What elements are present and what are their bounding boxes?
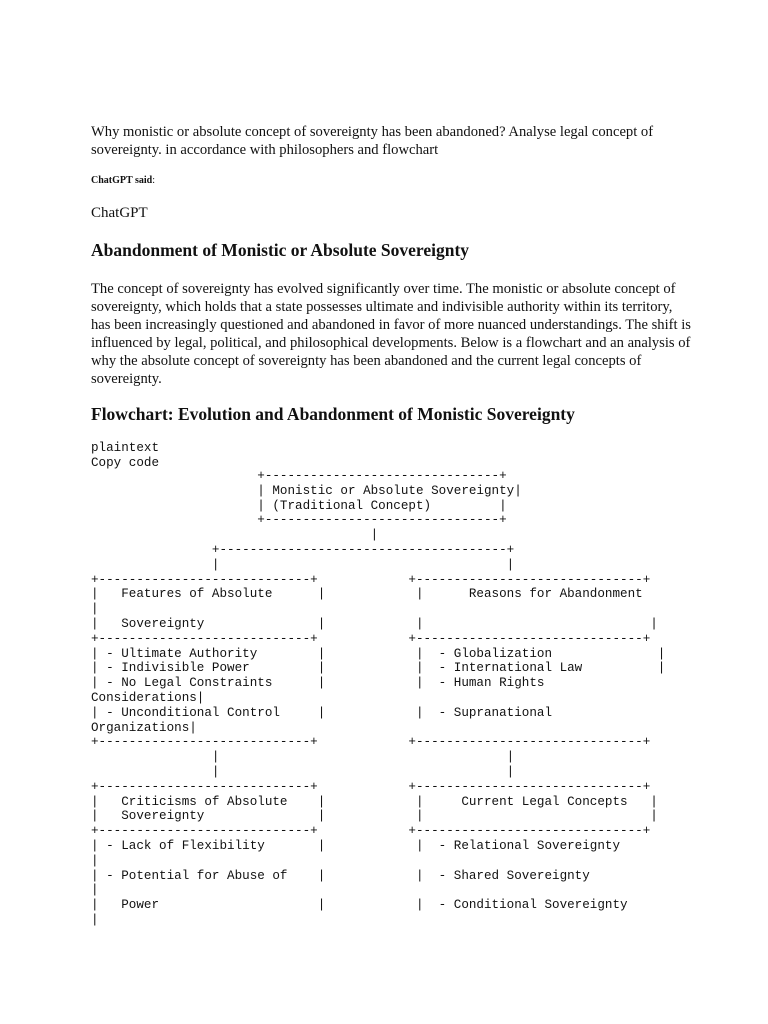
intro-paragraph: The concept of sovereignty has evolved significantly over time. The monistic or absolute concept of sovereignty, which holds that a state possesses ultimate and indivisible authority within its territory, has been increasingly questioned and abandoned in favor of more nuanced understandings. The shift is influenced by legal, political, and philosophical developments. Below is a flowchart and an analysis of why the absolute concept of sovereignty has been abandoned and the current legal concepts of sovereignty. — [91, 281, 691, 387]
said-label: ChatGPT said — [91, 175, 153, 186]
code-language-label: plaintext — [91, 441, 160, 455]
user-question: Why monistic or absolute concept of sovereignty has been abandoned? Analyse legal concept of sovereignty. in accordance with philosophers and flowchart — [91, 124, 654, 158]
copy-code-button[interactable]: Copy code — [91, 456, 160, 470]
response-attribution — [91, 175, 155, 186]
ascii-flowchart: +-------------------------------+ | Monistic or Absolute Sovereignty| | (Traditional Concept) | +-------------------------------+ | +--------------------------------------+ | | +----------------------------+ +------------------------------+ | Features of Absolute | | Reasons for Abandonment | | Sovereignty | | | +----------------------------+ +------------------------------+ | - Ultimate Authority | | - Globalization | | - Indivisible Power | | - International Law | | - No Legal Constraints | | - Human Rights Considerations| | - Unconditional Control | | - Supranational Organizations| +----------------------------+ +------------------------------+ | | | | +----------------------------+ +------------------------------+ | Criticisms of Absolute | | Current Legal Concepts | | Sovereignty | | | +----------------------------+ +------------------------------+ | - Lack of Flexibility | | - Relational Sovereignty | | - Potential for Abuse of | | - Shared Sovereignty | | Power | | - Conditional Sovereignty | — [91, 469, 666, 927]
said-colon: : — [152, 175, 156, 186]
flowchart-heading: Flowchart: Evolution and Abandonment of Monistic Sovereignty — [91, 404, 575, 424]
main-heading: Abandonment of Monistic or Absolute Sovereignty — [91, 240, 470, 260]
author-name: ChatGPT — [91, 205, 148, 221]
